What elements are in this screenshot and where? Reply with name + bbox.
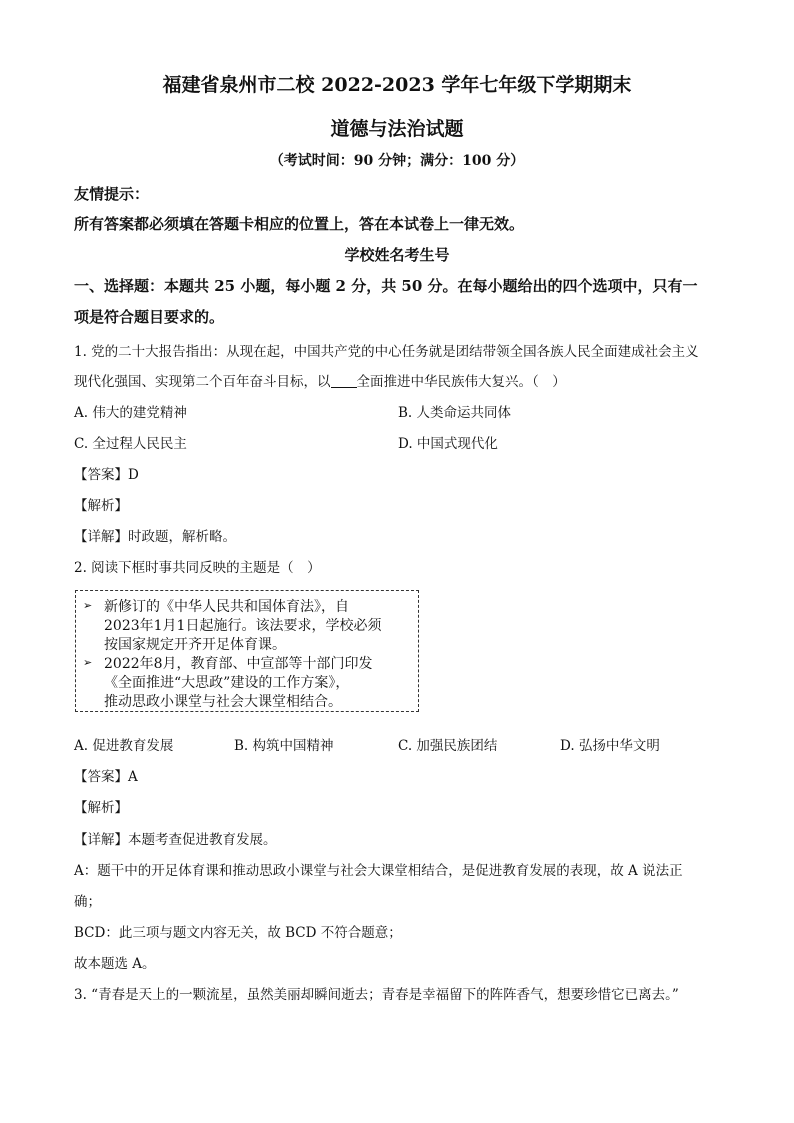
q1-option-a: A. 伟大的建党精神 xyxy=(74,405,187,421)
q2-box-line: 推动思政小课堂与社会大课堂相结合。 xyxy=(104,694,342,710)
q2-box-line: 按国家规定开齐开足体育课。 xyxy=(104,637,286,653)
q3-stem: 3. “青春是天上的一颗流星，虽然美丽却瞬间逝去；青春是幸福留下的阵阵香气，想要珍惜它已离去。” xyxy=(74,987,679,1003)
q2-box-line: 《全面推进“大思政”建设的工作方案》， xyxy=(104,675,350,691)
q1-analysis: 【解析】 xyxy=(74,498,128,514)
q1-stem-part2: 全面推进中华民族伟大复兴。（ ） xyxy=(356,374,566,390)
q2-conclusion: 故本题选 A。 xyxy=(74,956,156,972)
q1-stem-part1: 现代化强国、实现第二个百年奋斗目标，以 xyxy=(74,374,331,390)
exam-info: （考试时间：90 分钟；满分：100 分） xyxy=(269,153,525,169)
q2-explain-bcd: BCD：此三项与题文内容无关，故 BCD 不符合题意； xyxy=(74,925,402,941)
subject-title: 道德与法治试题 xyxy=(330,118,464,140)
q2-detail: 【详解】本题考查促进教育发展。 xyxy=(74,832,277,848)
q2-stem: 2. 阅读下框时事共同反映的主题是（ ） xyxy=(74,560,321,576)
q1-stem: 1. 党的二十大报告指出：从现在起，中国共产党的中心任务就是团结带领全国各族人民全面建成社会主义 xyxy=(74,344,699,360)
bullet-arrow-icon: ➢ xyxy=(83,599,93,612)
q2-option-d: D. 弘扬中华文明 xyxy=(560,738,660,754)
q2-option-c: C. 加强民族团结 xyxy=(398,738,498,754)
q2-option-b: B. 构筑中国精神 xyxy=(234,738,334,754)
section-heading-cont: 项是符合题目要求的。 xyxy=(74,308,225,326)
q1-option-c: C. 全过程人民民主 xyxy=(74,436,187,452)
q2-news-box xyxy=(75,590,419,712)
q2-answer: 【答案】A xyxy=(74,769,138,785)
q2-option-a: A. 促进教育发展 xyxy=(74,738,174,754)
bullet-arrow-icon: ➢ xyxy=(83,656,93,669)
q1-option-d: D. 中国式现代化 xyxy=(398,436,498,452)
q1-option-b: B. 人类命运共同体 xyxy=(398,405,512,421)
q1-answer: 【答案】D xyxy=(74,467,139,483)
q2-box-line: 2023年1月1日起施行。该法要求，学校必须 xyxy=(104,618,382,634)
exam-title: 福建省泉州市二校 2022-2023 学年七年级下学期期末 xyxy=(162,74,632,96)
q2-explain-a-cont: 确； xyxy=(74,894,101,910)
q2-box-line: 新修订的《中华人民共和国体育法》，自 xyxy=(104,599,349,615)
q2-explain-a: A：题干中的开足体育课和推动思政小课堂与社会大课堂相结合，是促进教育发展的表现，故 A 说法正 xyxy=(74,863,683,879)
q1-blank xyxy=(331,373,357,388)
student-info-fields: 学校姓名考生号 xyxy=(344,246,450,264)
q1-detail: 【详解】时政题，解析略。 xyxy=(74,529,236,545)
q2-box-line: 2022年8月，教育部、中宣部等十部门印发 xyxy=(104,656,373,672)
notice-text: 所有答案都必须填在答题卡相应的位置上，答在本试卷上一律无效。 xyxy=(74,215,525,233)
section-heading: 一、选择题：本题共 25 小题，每小题 2 分，共 50 分。在每小题给出的四个选项中，只有一 xyxy=(74,277,698,295)
notice-label: 友情提示： xyxy=(74,185,150,203)
q1-stem-cont xyxy=(74,370,566,390)
q2-analysis: 【解析】 xyxy=(74,800,128,816)
